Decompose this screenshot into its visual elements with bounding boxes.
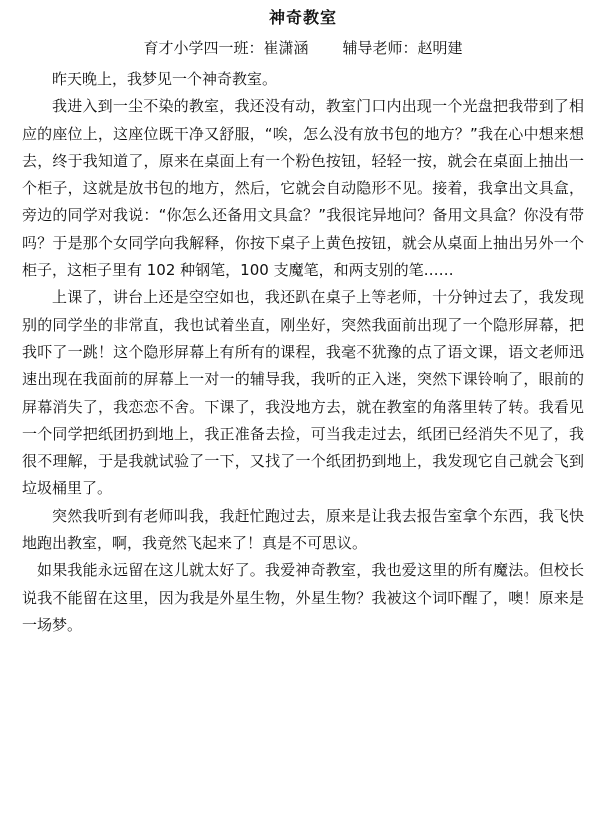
paragraph-2: 我进入到一尘不染的教室，我还没有动，教室门口内出现一个光盘把我带到了相应的座位上，这座位既干净又舒服，“唉，怎么没有放书包的地方？”我在心中想来想去，终于我知道了，原来在桌面上有一个粉色按钮，轻轻一按，就会在桌面上抽出一个柜子，这就是放书包的地方，然后，它就会自动隐形不见。接着，我拿出文具盒，旁边的同学对我说：“你怎么还备用文具盒？”我很诧异地问？备用文具盒？你没有带吗？于是那个女同学向我解释，你按下桌子上黄色按钮，就会从桌面上抽出另外一个柜子，这柜子里有 102 种钢笔，100 支魔笔，和两支别的笔……	[22, 97, 584, 280]
paragraph-1: 昨天晚上，我梦见一个神奇教室。	[52, 70, 278, 88]
teacher-line: 辅导老师：赵明建	[342, 39, 463, 57]
document-title: 神奇教室	[268, 8, 337, 27]
essay-body	[22, 66, 584, 639]
byline	[0, 36, 606, 60]
paragraph-4: 突然我听到有老师叫我，我赶忙跑过去，原来是让我去报告室拿个东西，我飞快地跑出教室，啊，我竟然飞起来了！真是不可思议。	[22, 506, 584, 553]
author-line: 育才小学四一班：崔潇涵	[143, 39, 309, 57]
paragraph-5: 如果我能永远留在这儿就太好了。我爱神奇教室，我也爱这里的所有魔法。但校长说我不能留在这里，因为我是外星生物，外星生物？我被这个词吓醒了，噢！原来是一场梦。	[22, 561, 584, 634]
paragraph-3: 上课了，讲台上还是空空如也，我还趴在桌子上等老师，十分钟过去了，我发现别的同学坐的非常直，我也试着坐直，刚坐好，突然我面前出现了一个隐形屏幕，把我吓了一跳！这个隐形屏幕上有所有的课程，我毫不犹豫的点了语文课，语文老师迅速出现在我面前的屏幕上一对一的辅导我，我听的正入迷，突然下课铃响了，眼前的屏幕消失了，我恋恋不舍。下课了，我没地方去，就在教室的角落里转了转。我看见一个同学把纸团扔到地上，我正准备去捡，可当我走过去，纸团已经消失不见了，我很不理解，于是我就试验了一下，又找了一个纸团扔到地上，我发现它自己就会飞到垃圾桶里了。	[22, 288, 584, 498]
